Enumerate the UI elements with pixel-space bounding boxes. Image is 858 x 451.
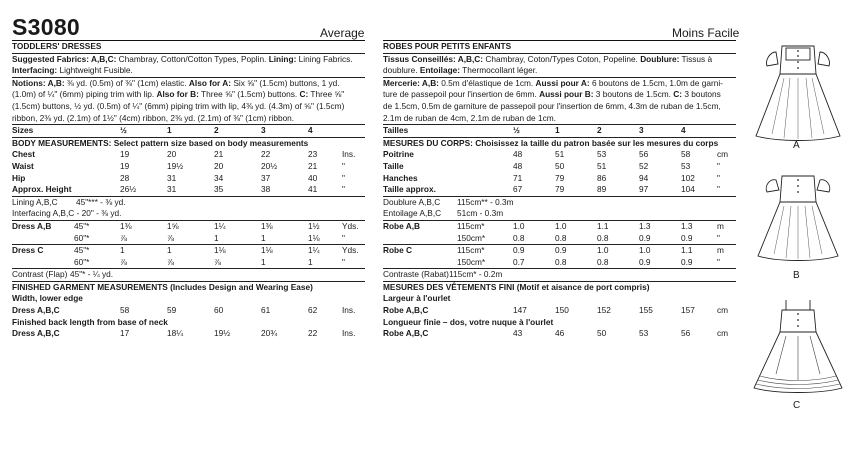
notions-line: 2.1m de ruban de 4cm, 2.1m de ruban de 1cm. <box>383 112 556 123</box>
yardage-row: 60"* ⅞ ⅞ ⅞ 1 1 " <box>74 256 345 267</box>
body-measurement-row: Poitrine 48 51 53 56 58 cm <box>383 149 729 160</box>
back-length-label: Longueur finie – dos, votre nuque à l'ourlet <box>383 316 554 327</box>
body-measurement-row: Hanches 71 79 86 94 102 " <box>383 172 720 183</box>
notions-line: Mercerie: A,B: 0.5m d'élastique de 1cm. Aussi pour A: 6 boutons de 1.5cm, 1.0m de garni- <box>383 77 723 88</box>
lining-row: Doublure A,B,C 115cm** - 0.3m <box>383 196 514 207</box>
finished-measurement-row: Dress A,B,C 58 59 60 61 62 Ins. <box>12 305 356 316</box>
width-label: Width, lower edge <box>12 293 83 304</box>
english-column <box>12 40 365 340</box>
yardage-row: Dress A,B 45"* 1⅜ 1⅝ 1¼ 1⅜ 1½ Yds. <box>12 220 359 231</box>
interfacing-row: Entoilage A,B,C 51cm - 0.3m <box>383 208 504 219</box>
yardage-row: Robe C 115cm* 0.9 0.9 1.0 1.0 1.1 m <box>383 245 724 256</box>
pattern-number: S3080 <box>12 14 81 40</box>
body-heading: MESURES DU CORPS: Choisissez la taille du patron basée sur les mesures du corps <box>383 137 719 148</box>
finished-heading: MESURES DES VÊTEMENTS FINI (Motif et aisance de port compris) <box>383 281 650 292</box>
sizes-row: Sizes ½ 1 2 3 4 <box>12 125 313 136</box>
back-length-label: Finished back length from base of neck <box>12 316 168 327</box>
view-label-a: A <box>793 140 800 151</box>
fabrics-line: Tissus Conseillés: A,B,C: Chambray, Coton/Types Coton, Popeline. Doublure: Tissus à <box>383 53 713 64</box>
interfacing-line: Interfacing: Lightweight Fusible. <box>12 65 133 76</box>
fabrics-line: Suggested Fabrics: A,B,C: Chambray, Cotton/Cotton Types, Poplin. Lining: Lining Fabrics. <box>12 53 353 64</box>
notions-line: (1.0m) of ¼" (6mm) piping trim with lip. Also for B: Three ⅝" (1.5cm) buttons. C: Three ⅝" <box>12 89 345 100</box>
fabrics-line: doublure. Entoilage: Thermocollant léger. <box>383 65 538 76</box>
view-label-b: B <box>793 270 800 281</box>
notions-line: Notions: A,B: ⅜ yd. (0.5m) of ⅜" (1cm) elastic. Also for A: Six ⅝" (1.5cm) buttons, 1 yd. <box>12 77 340 88</box>
yardage-row: 60"* ⅞ ⅞ 1 1 1⅛ " <box>74 232 345 243</box>
finished-measurement-row: Robe A,B,C 147 150 152 155 157 cm <box>383 305 729 316</box>
notions-line: (1.5cm) buttons, ½ yd. (0.5m) of ¼" (6mm) piping trim with lip, 4⅜ yd. (4.3m) of ⅝" (1.5cm) <box>12 100 345 111</box>
body-measurement-row: Approx. Height 26½ 31 35 38 41 " <box>12 184 345 195</box>
notions-line: ribbon, 2⅜ yd. (2.1m) of 1½" (4cm) ribbon, 2⅜ yd. (2.1m) of ⅜" (1cm) ribbon. <box>12 112 295 123</box>
body-measurement-row: Taille 48 50 51 52 53 " <box>383 160 720 171</box>
sizes-row: Tailles ½ 1 2 3 4 <box>383 125 686 136</box>
section-title: ROBES POUR PETITS ENFANTS <box>383 41 512 51</box>
body-measurement-row: Taille approx. 67 79 89 97 104 " <box>383 184 720 195</box>
finished-measurement-row: Robe A,B,C 43 46 50 53 56 cm <box>383 328 729 339</box>
difficulty-en: Average <box>320 26 365 40</box>
width-label: Largeur à l'ourlet <box>383 293 451 304</box>
body-measurement-row: Hip 28 31 34 37 40 " <box>12 172 345 183</box>
body-measurement-row: Waist 19 19½ 20 20½ 21 " <box>12 160 345 171</box>
yardage-row: Robe A,B 115cm* 1.0 1.0 1.1 1.3 1.3 m <box>383 220 724 231</box>
contrast-row: Contraste (Rabat) 115cm* - 0.2m <box>383 269 503 280</box>
french-column <box>383 40 736 340</box>
view-label-c: C <box>793 400 801 411</box>
yardage-row: 150cm* 0.8 0.8 0.8 0.9 0.9 " <box>457 232 720 243</box>
notions-line: de 1.5cm, 0.5m de garniture de passepoil pour l'insertion de 6mm, 4.3m de ruban de 1.5cm, <box>383 100 721 111</box>
yardage-row: 150cm* 0.7 0.8 0.8 0.9 0.9 " <box>457 256 720 267</box>
dress-view-c-illustration <box>748 296 848 400</box>
lining-row: Lining A,B,C 45"*** - ⅜ yd. <box>12 196 126 207</box>
finished-measurement-row: Dress A,B,C 17 18¼ 19½ 20¾ 22 Ins. <box>12 328 356 339</box>
body-measurement-row: Chest 19 20 21 22 23 Ins. <box>12 149 356 160</box>
body-heading: BODY MEASUREMENTS: Select pattern size based on body measurements <box>12 137 309 148</box>
contrast-row: Contrast (Flap) 45"* - ¼ yd. <box>12 269 114 280</box>
interfacing-row: Interfacing A,B,C - 20" - ⅜ yd. <box>12 208 122 219</box>
notions-line: ture de passepoil pour l'insertion de 6mm. Aussi pour B: 3 boutons de 1.5cm. C: 3 boutons <box>383 89 721 100</box>
yardage-row: Dress C 45"* 1 1 1⅛ 1⅛ 1¼ Yds. <box>12 245 359 256</box>
difficulty-fr: Moins Facile <box>672 26 740 40</box>
dress-view-a-illustration <box>748 38 848 150</box>
finished-heading: FINISHED GARMENT MEASUREMENTS (Includes Design and Wearing Ease) <box>12 281 313 292</box>
section-title: TODDLERS' DRESSES <box>12 41 102 51</box>
dress-view-b-illustration <box>748 172 848 268</box>
